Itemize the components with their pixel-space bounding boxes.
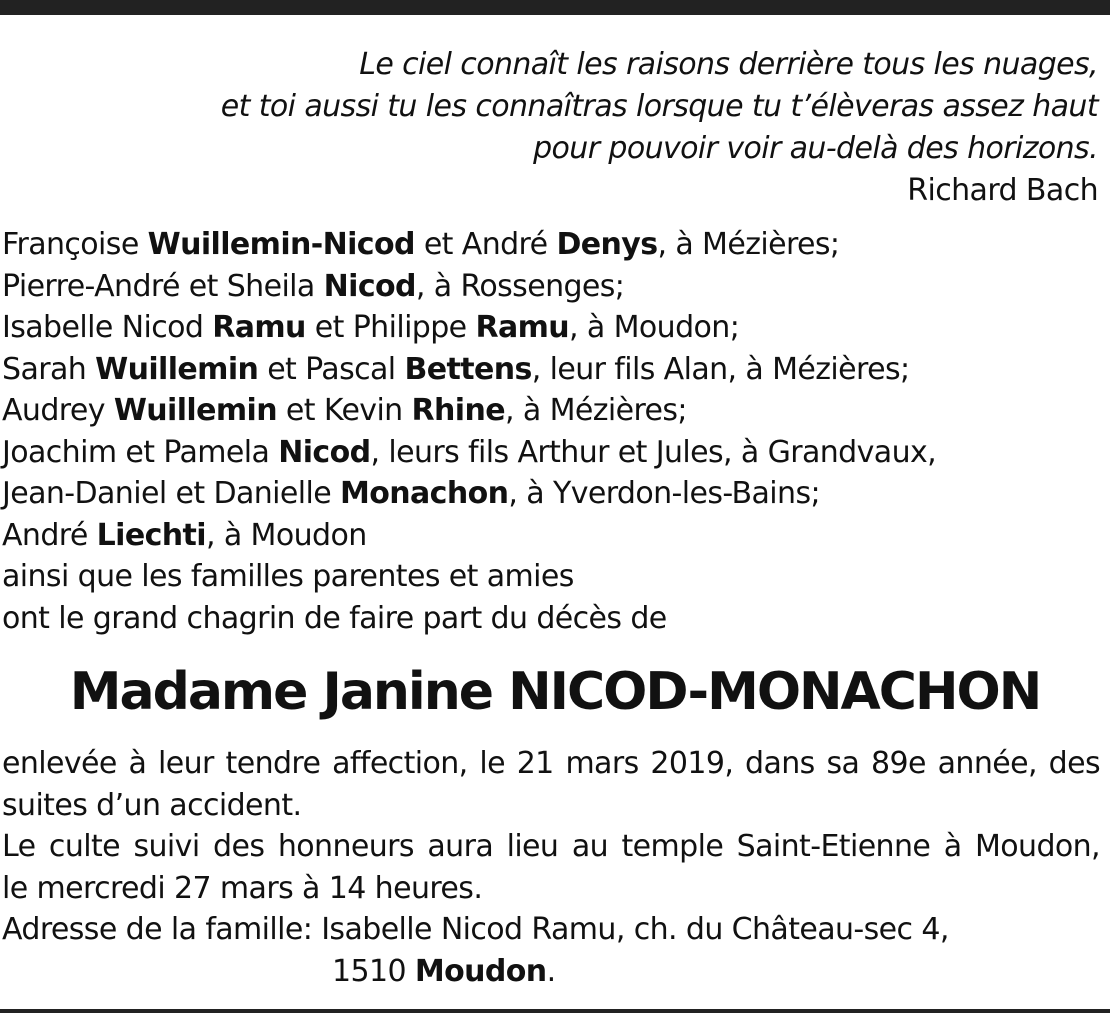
family-member-line (2, 266, 936, 308)
family-address-city (2, 951, 1100, 993)
family-surname: Ramu (212, 310, 306, 345)
postal-code: 1510 (332, 953, 415, 989)
family-text: , leur fils Alan, à Mézières; (531, 351, 910, 387)
family-text: ont le grand chagrin de faire part du décès de (2, 600, 667, 636)
quote-author: Richard Bach (907, 173, 1098, 208)
family-surname: Nicod (323, 268, 416, 304)
family-member-line (2, 349, 936, 391)
family-list (2, 224, 936, 639)
family-text: , à Yverdon-les-Bains; (508, 476, 820, 511)
family-text: Joachim et Pamela (2, 434, 279, 470)
family-surname: Liechti (96, 517, 206, 553)
family-text: , à Moudon; (569, 310, 740, 345)
quote-line: Le ciel connaît les raisons derrière tous les nuages, (359, 47, 1098, 82)
family-address: Adresse de la famille: Isabelle Nicod Ramu, ch. du Château-sec 4, (2, 912, 949, 947)
family-member-line (2, 598, 936, 640)
top-rule (0, 0, 1110, 15)
family-member-line (2, 432, 936, 474)
family-member-line (2, 473, 936, 515)
family-text: Sarah (2, 351, 96, 387)
deceased-name: Madame Janine NICOD-MONACHON (69, 662, 1041, 722)
family-surname: Ramu (475, 310, 570, 345)
family-text: , à Moudon (205, 517, 367, 553)
family-member-line (2, 307, 936, 349)
family-text: , à Rossenges; (415, 268, 625, 304)
family-surname: Wuillemin (113, 393, 277, 428)
family-member-line (2, 515, 936, 557)
quote-line: pour pouvoir voir au-delà des horizons. (533, 131, 1098, 166)
family-text: et Kevin (276, 393, 412, 428)
family-surname: Rhine (411, 393, 505, 428)
details-line: enlevée à leur tendre affection, le 21 mars 2019, dans sa 89e année, des (2, 746, 1100, 781)
details-line: Le culte suivi des honneurs aura lieu au temple Saint-Etienne à Moudon, (2, 829, 1100, 864)
family-text: Isabelle Nicod (2, 310, 213, 345)
epigraph-quote (221, 44, 1098, 212)
family-surname: Nicod (278, 434, 371, 470)
family-member-line (2, 390, 936, 432)
notice-details (2, 743, 1100, 992)
family-member-line (2, 556, 936, 598)
family-text: et Pascal (258, 351, 405, 387)
family-text: André (2, 517, 97, 553)
city-suffix: . (546, 953, 556, 989)
family-surname: Monachon (340, 476, 509, 511)
family-text: Pierre-André et Sheila (2, 268, 324, 304)
family-surname: Denys (556, 227, 658, 262)
quote-line: et toi aussi tu les connaîtras lorsque tu t’élèveras assez haut (220, 89, 1098, 124)
family-surname: Bettens (404, 351, 532, 387)
family-text: , à Mézières; (505, 393, 687, 428)
details-line: suites d’un accident. (2, 787, 302, 823)
family-text: , à Mézières; (657, 227, 840, 262)
family-text: Audrey (2, 393, 114, 428)
bottom-rule (0, 1009, 1110, 1013)
family-text: et André (414, 227, 557, 262)
family-text: ainsi que les familles parentes et amies (2, 559, 574, 594)
family-text: , leurs fils Arthur et Jules, à Grandvaux, (370, 434, 937, 470)
family-text: Françoise (2, 227, 148, 262)
family-text: Jean-Daniel et Danielle (2, 476, 340, 511)
city-name: Moudon (414, 953, 547, 989)
family-text: et Philippe (305, 310, 476, 345)
details-line: le mercredi 27 mars à 14 heures. (2, 870, 483, 906)
family-member-line (2, 224, 936, 266)
family-surname: Wuillemin (95, 351, 259, 387)
family-surname: Wuillemin-Nicod (147, 227, 415, 262)
